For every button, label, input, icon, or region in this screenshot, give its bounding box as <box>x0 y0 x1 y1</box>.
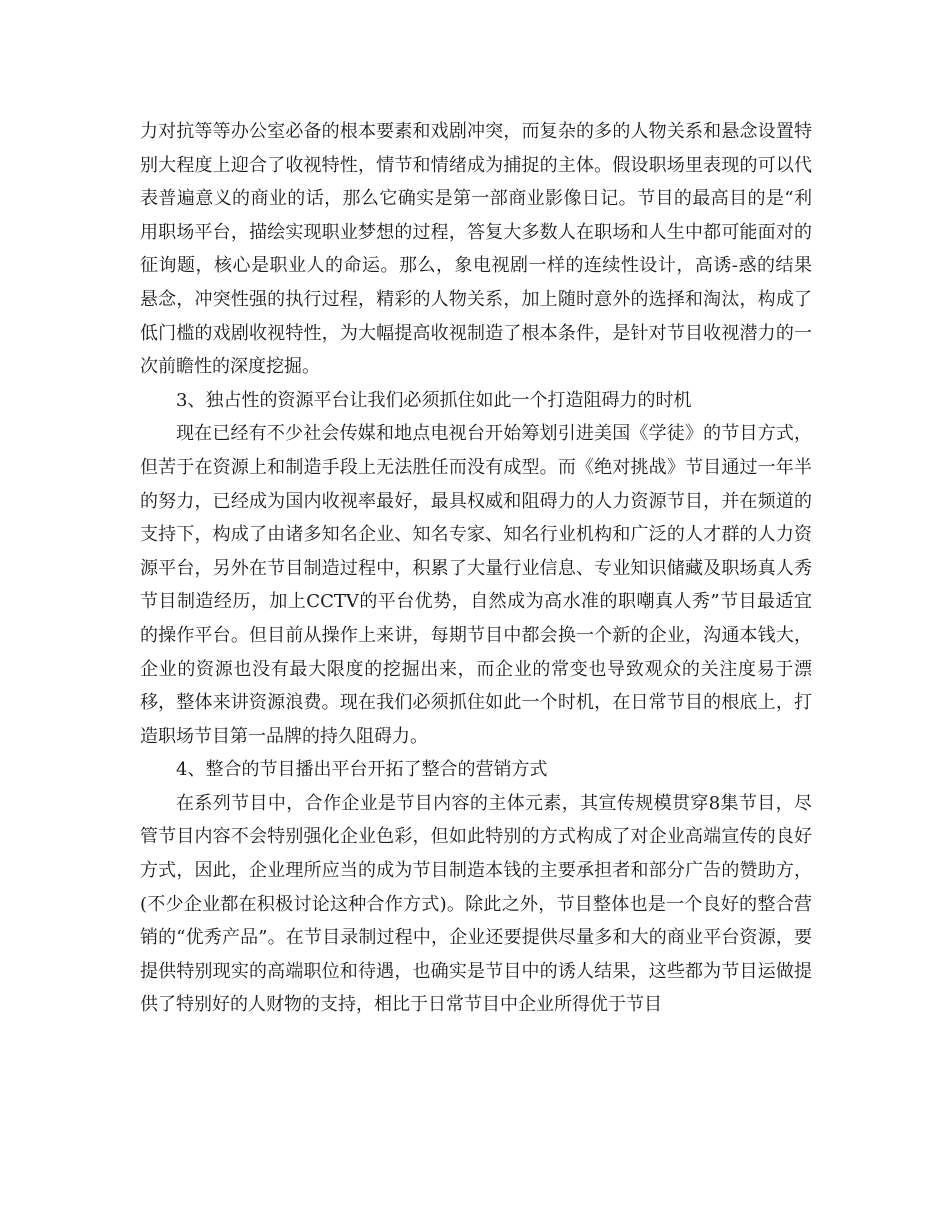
body-paragraph-2: 现在已经有不少社会传媒和地点电视台开始筹划引进美国《学徒》的节目方式，但苦于在资源上和制造手段上无法胜任而没有成型。而《绝对挑战》节目通过一年半的努力，已经成为国内收视率最好，最具权威和阻碍力的人力资源节目，并在频道的支持下，构成了由诸多知名企业、知名专家、知名行业机构和广泛的人才群的人力资源平台，另外在节目制造过程中，积累了大量行业信息、专业知识储藏及职场真人秀节目制造经历，加上CCTV的平台优势，自然成为高水准的职嘲真人秀”节目最适宜的操作平台。但目前从操作上来讲，每期节目中都会换一个新的企业，沟通本钱大，企业的资源也没有最大限度的挖掘出来，而企业的常变也导致观众的关注度易于漂移，整体来讲资源浪费。现在我们必须抓住如此一个时机，在日常节目的根底上，打造职场节目第一品牌的持久阻碍力。 <box>140 423 812 747</box>
document-page <box>140 115 812 1022</box>
section-heading-4: 4、整合的节目播出平台开拓了整合的营销方式 <box>176 759 548 781</box>
section-heading-3: 3、独占性的资源平台让我们必须抓住如此一个打造阻碍力的时机 <box>176 389 692 411</box>
body-paragraph-1: 力对抗等等办公室必备的根本要素和戏剧冲突，而复杂的多的人物关系和悬念设置特别大程度上迎合了收视特性，情节和情绪成为捕捉的主体。假设职场里表现的可以代表普遍意义的商业的话，那么它确实是第一部商业影像日记。节目的最高目的是“利用职场平台，描绘实现职业梦想的过程，答复大多数人在职场和人生中都可能面对的征询题，核心是职业人的命运。那么，象电视剧一样的连续性设计，高诱-惑的结果悬念，冲突性强的执行过程，精彩的人物关系，加上随时意外的选择和淘汰，构成了低门槛的戏剧收视特性，为大幅提高收视制造了根本条件，是针对节目收视潜力的一次前瞻性的深度挖掘。 <box>140 121 812 378</box>
body-paragraph-3: 在系列节目中，合作企业是节目内容的主体元素，其宣传规模贯穿8集节目，尽管节目内容不会特别强化企业色彩，但如此特别的方式构成了对企业高端宣传的良好方式，因此，企业理所应当的成为节目制造本钱的主要承担者和部分广告的赞助方，(不少企业都在积极讨论这种合作方式)。除此之外，节目整体也是一个良好的整合营销的“优秀产品”。在节目录制过程中，企业还要提供尽量多和大的商业平台资源，要提供特别现实的高端职位和待遇，也确实是节目中的诱人结果，这些都为节目运做提供了特别好的人财物的支持，相比于日常节目中企业所得优于节目 <box>140 792 812 1016</box>
